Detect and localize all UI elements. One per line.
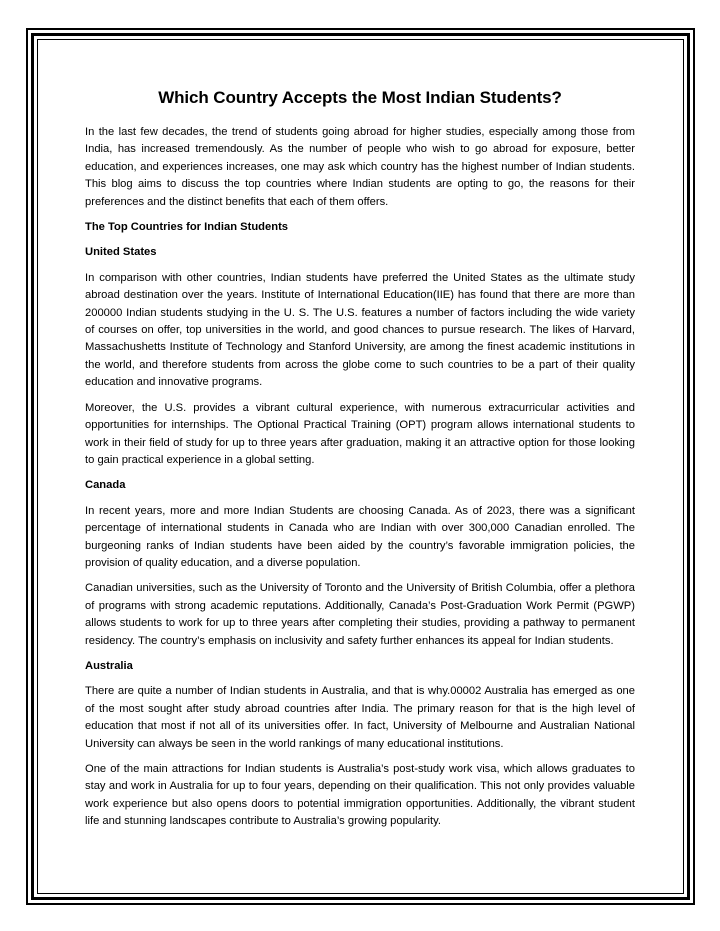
intro-paragraph: In the last few decades, the trend of students going abroad for higher studies, especially among those from India, has increased tremendously. As the number of people who wish to go abroad for exposure, better education, and experiences increases, one may ask which country has the highest number of Indian students. This blog aims to discuss the top countries where Indian students are opting to go, the reasons for their preferences and the distinct benefits that each of them offers.	[85, 126, 635, 208]
country-heading-canada: Canada	[85, 479, 126, 492]
document-title: Which Country Accepts the Most Indian Students?	[158, 88, 562, 107]
australia-paragraph-2: One of the main attractions for Indian students is Australia’s post-study work visa, which allows graduates to stay and work in Australia for up to four years, depending on their qualification. This not only provides valuable work experience but also opens doors to potential immigration opportunities. Additionally, the vibrant student life and stunning landscapes contribute to Australia’s growing popularity.	[85, 763, 635, 828]
australia-paragraph-1: There are quite a number of Indian students in Australia, and that is why.00002 Australia has emerged as one of the most sought after study abroad countries after India. The primary reason for that is the high level of education that most if not all of its universities offer. In fact, University of Melbourne and Australian National University can always be seen in the world rankings of many educational institutions.	[85, 685, 635, 750]
united-states-paragraph-2: Moreover, the U.S. provides a vibrant cultural experience, with numerous extracurricular activities and opportunities for internships. The Optional Practical Training (OPT) program allows international students to work in their field of study for up to three years after graduation, making it an attractive option for those looking to gain practical experience in a global setting.	[85, 401, 635, 466]
united-states-paragraph-1: In comparison with other countries, Indian students have preferred the United States as the ultimate study abroad destination over the years. Institute of International Education(IIE) has found that there are more than 200000 Indian students studying in the U. S. The U.S. features a number of factors including the wide variety of courses on offer, top universities in the world, and good chances to pursue research. The likes of Harvard, Massachushetts Institute of Technology and Stanford University, are among the finest academic institutions in the world, and therefore students from across the globe come to such countries to be a part of their quality education and innovative programs.	[85, 271, 635, 389]
section-heading: The Top Countries for Indian Students	[85, 221, 289, 234]
document-body	[85, 86, 635, 839]
country-heading-united-states: United States	[85, 246, 157, 259]
canada-paragraph-1: In recent years, more and more Indian Students are choosing Canada. As of 2023, there was a significant percentage of international students in Canada who are Indian with over 300,000 Canadian enrolled. The burgeoning ranks of Indian students have been aided by the country’s favorable immigration policies, the provision of quality education, and a diverse population.	[85, 504, 635, 569]
country-heading-australia: Australia	[85, 659, 133, 672]
canada-paragraph-2: Canadian universities, such as the University of Toronto and the University of British Columbia, offer a plethora of programs with strong academic reputations. Additionally, Canada’s Post-Graduation Work Permit (PGWP) allows students to work for up to three years after completing their studies, providing a pathway to permanent residency. The country’s emphasis on inclusivity and safety further enhances its appeal for Indian students.	[85, 582, 635, 647]
